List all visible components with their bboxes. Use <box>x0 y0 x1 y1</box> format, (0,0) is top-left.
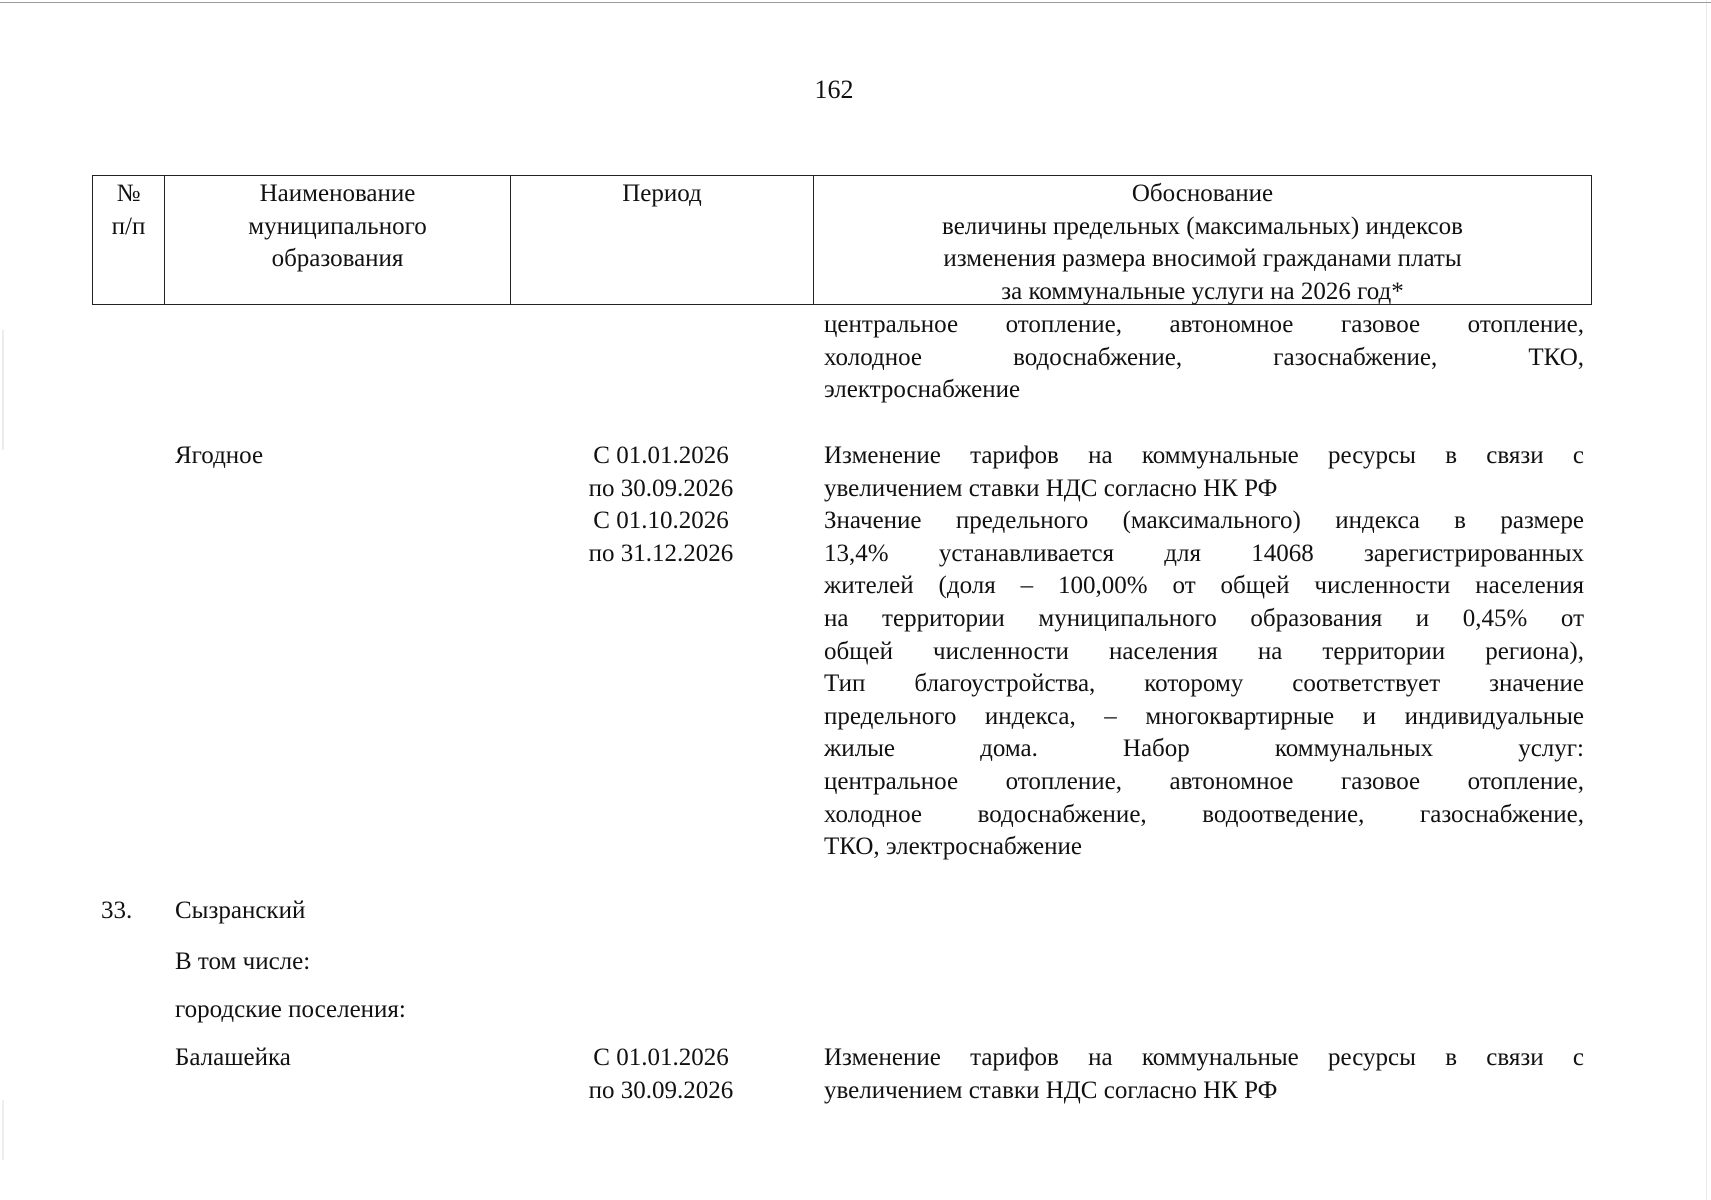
text-line: центральное отопление, автономное газовое отопление, <box>824 311 1584 338</box>
text-line: Изменение тарифов на коммунальные ресурсы в связи с <box>824 1044 1584 1071</box>
header-line: образования <box>271 245 404 272</box>
municipality-name: Балашейка <box>175 1044 291 1071</box>
page-edge <box>1706 0 1707 1200</box>
text-line: предельного индекса, – многоквартирные и индивидуальные <box>824 702 1584 730</box>
period-line: по 31.12.2026 <box>588 539 734 567</box>
header-line: муниципального <box>248 212 427 240</box>
section-name: Сызранский <box>175 897 306 924</box>
text-line: 13,4% устанавливается для 14068 зарегистрированных <box>824 539 1584 567</box>
header-period-column <box>511 176 814 304</box>
header-name-column <box>165 176 511 304</box>
scan-artifact <box>2 330 4 450</box>
header-basis-column <box>814 176 1591 304</box>
text-line: ТКО, электроснабжение <box>824 833 1082 861</box>
header-line: п/п <box>111 212 146 240</box>
text-line: Изменение тарифов на коммунальные ресурсы в связи с <box>824 442 1584 469</box>
urban-settlements-label: городские поселения: <box>175 996 406 1023</box>
page-number: 162 <box>814 75 854 104</box>
text-line: увеличением ставки НДС согласно НК РФ <box>824 474 1278 502</box>
period-line: по 30.09.2026 <box>588 1076 734 1104</box>
top-rule <box>0 2 1711 3</box>
text-line: холодное водоснабжение, газоснабжение, ТКО, <box>824 343 1584 371</box>
text-line: жителей (доля – 100,00% от общей численности населения <box>824 572 1584 600</box>
header-line: Обоснование <box>1131 180 1274 207</box>
basis-cell <box>824 440 1584 864</box>
basis-cell <box>824 1042 1584 1107</box>
header-line: Наименование <box>259 180 416 207</box>
period-cell <box>566 1042 756 1107</box>
including-label: В том числе: <box>175 948 311 975</box>
header-line: за коммунальные услуги на 2026 год* <box>1001 277 1404 305</box>
header-number-column <box>93 176 165 304</box>
text-line: общей численности населения на территории региона), <box>824 637 1584 665</box>
scan-artifact <box>2 1100 4 1160</box>
text-line: Тип благоустройства, которому соответствует значение <box>824 670 1584 698</box>
period-cell <box>566 440 756 570</box>
continuation-text <box>824 309 1584 407</box>
period-line: по 30.09.2026 <box>588 474 734 502</box>
text-line: на территории муниципального образования и 0,45% от <box>824 604 1584 632</box>
text-line: Значение предельного (максимального) индекса в размере <box>824 507 1584 535</box>
period-line: С 01.01.2026 <box>593 1044 729 1071</box>
period-line: С 01.01.2026 <box>593 442 729 469</box>
header-line: № <box>116 180 141 207</box>
text-line: центральное отопление, автономное газовое отопление, <box>824 767 1584 795</box>
header-line: изменения размера вносимой гражданами платы <box>943 245 1462 272</box>
text-line: холодное водоснабжение, водоотведение, газоснабжение, <box>824 800 1584 828</box>
period-line: С 01.10.2026 <box>593 507 729 535</box>
municipality-name: Ягодное <box>175 442 264 469</box>
text-line: жилые дома. Набор коммунальных услуг: <box>824 735 1584 763</box>
header-line: величины предельных (максимальных) индексов <box>942 212 1463 240</box>
text-line: электроснабжение <box>824 376 1021 404</box>
section-number: 33. <box>101 897 133 924</box>
text-line: увеличением ставки НДС согласно НК РФ <box>824 1076 1278 1104</box>
header-line: Период <box>622 180 702 207</box>
table-header <box>92 175 1592 305</box>
